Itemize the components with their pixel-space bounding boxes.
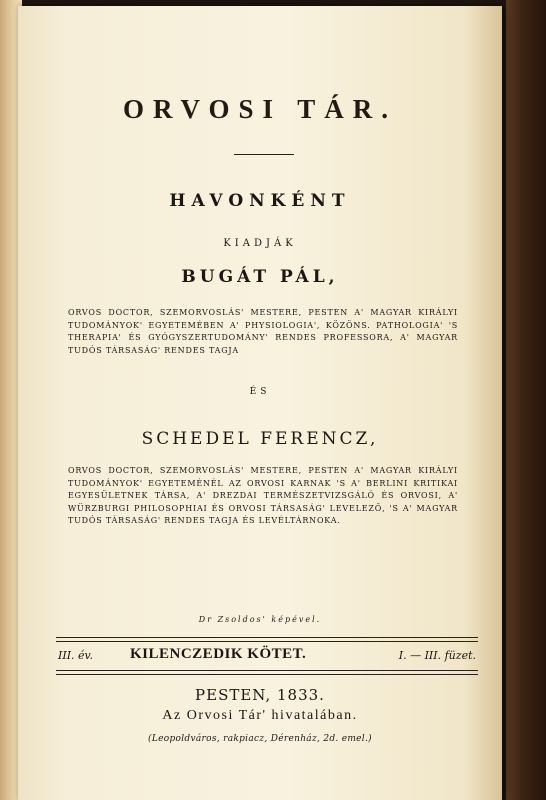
- imprint-address: (Leopoldváros, rakpiacz, Dérenház, 2d. emel.): [148, 734, 372, 744]
- volume-year: III. év.: [58, 649, 93, 662]
- imprint-office: Az Orvosi Tár' hivatalában.: [162, 708, 358, 723]
- editor2-description: ORVOS DOCTOR, SZEMORVOSLÁS' MESTERE, PESTEN A' MAGYAR KIRÁLYI TUDOMÁNYOK' EGYETEMÉNÉL AZ ORVOSI KARNAK 'S A' BERLINI KRITIKAI EGYESÜLETNEK TÁRSA, A' DREZDAI TERMÉSZETVIZSGÁLÓ ÉS ORVOSI, A' WÜRZBURGI PHILOSOPHIAI ÉS ORVOSI TÁRSASÁG' LEVELEZŐ, 'S A' MAGYAR TUDÓS TÁRSASÁG' RENDES TAGJA ÉS LEVÉLTÁRNOKA.: [68, 466, 458, 525]
- editor2-name: SCHEDEL FERENCZ,: [141, 429, 379, 449]
- imprint-place-date: PESTEN, 1833.: [195, 686, 325, 704]
- journal-title: ORVOSI TÁR.: [122, 94, 398, 124]
- editor1-description: ORVOS DOCTOR, SZEMORVOSLÁS' MESTERE, PESTEN A' MAGYAR KIRÁLYI TUDOMÁNYOK' EGYETEMÉBEN A' PHYSIOLOGIA', KÖZÖNS. PATHOLOGIA' 'S THERAPIA' ÉS GYÓGYSZERTUDOMÁNY' RENDES PROFESSORA, A' MAGYAR TUDÓS TÁRSASÁG' RENDES TAGJA: [68, 308, 458, 355]
- volume-issues: I. — III. füzet.: [398, 649, 476, 662]
- book-spine: [506, 0, 546, 800]
- conjunction: ÉS: [249, 387, 271, 397]
- frequency-heading: HAVONKÉNT: [169, 191, 351, 211]
- volume-title: KILENCZEDIK KÖTET.: [130, 646, 307, 662]
- title-page: [18, 6, 502, 800]
- volume-rule-top: [56, 637, 478, 642]
- volume-line: [58, 646, 476, 668]
- editor1-name: BUGÁT PÁL,: [181, 267, 339, 287]
- volume-rule-bottom: [56, 670, 478, 675]
- published-by-label: KIADJÁK: [223, 238, 297, 249]
- plates-note: Dr Zsoldos' képével.: [198, 615, 322, 624]
- title-rule: [234, 154, 294, 155]
